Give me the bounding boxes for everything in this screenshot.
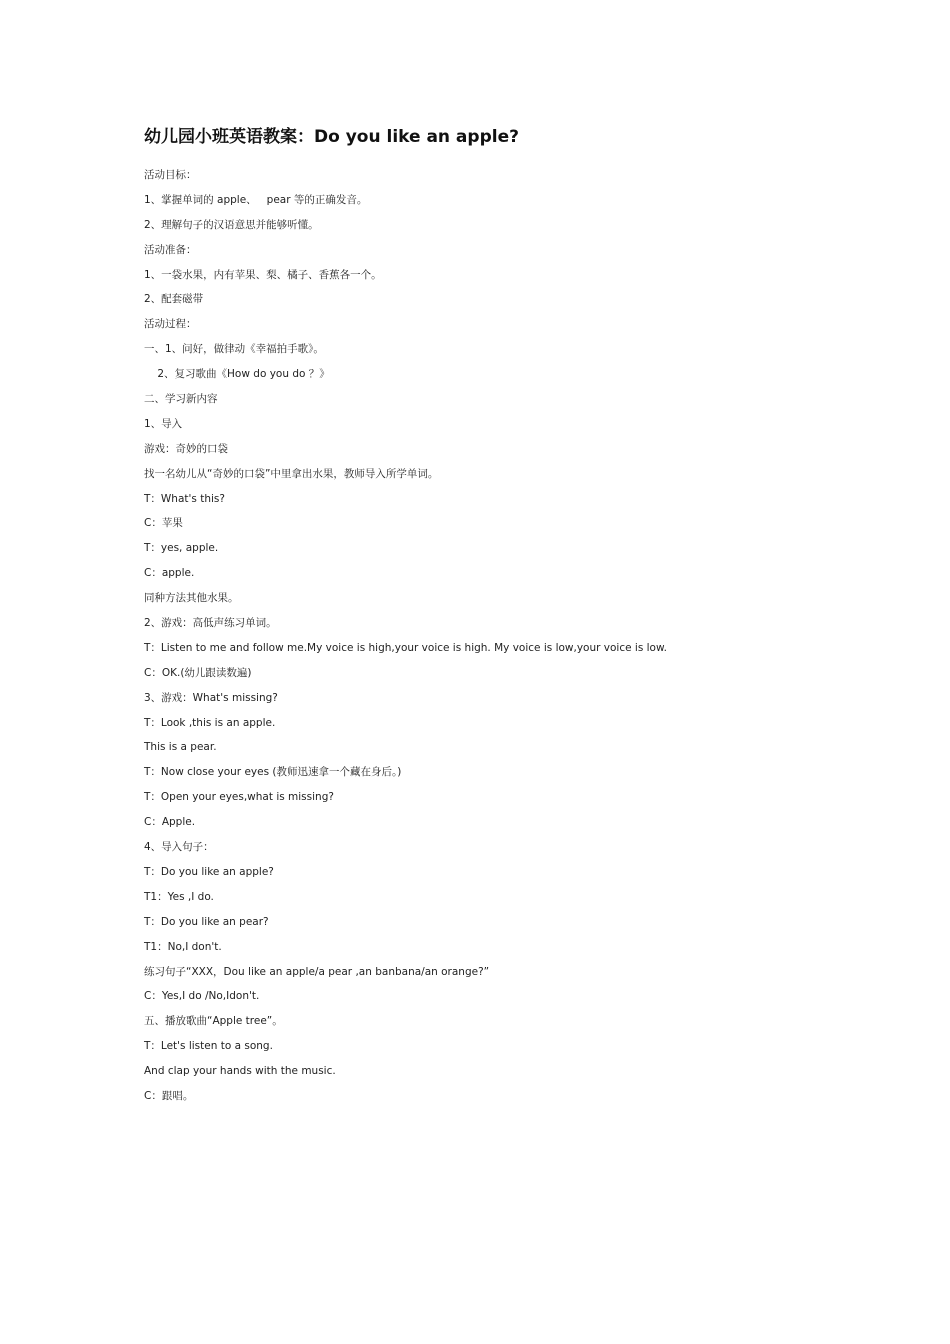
- body-line: 2、游戏：高低声练习单词。: [144, 617, 277, 630]
- body-line: T：Do you like an apple?: [144, 865, 274, 878]
- body-line: 4、导入句子：: [144, 841, 214, 854]
- body-line: 同种方法其他水果。: [144, 592, 239, 605]
- body-line: 五、播放歌曲“Apple tree”。: [144, 1015, 283, 1028]
- body-line: 2、配套磁带: [144, 293, 204, 306]
- document-title: 幼儿园小班英语教案：Do you like an apple?: [144, 127, 519, 147]
- body-line: 活动目标：: [144, 169, 197, 181]
- body-line: C：apple.: [144, 567, 195, 580]
- body-line: 一、1、问好，做律动《幸福拍手歌》。: [144, 343, 324, 356]
- body-line: 游戏：奇妙的口袋: [144, 442, 228, 455]
- body-line: This is a pear.: [144, 741, 217, 754]
- body-line: 1、一袋水果，内有苹果、梨、橘子、香蕉各一个。: [144, 268, 382, 281]
- body-line: 2、理解句子的汉语意思并能够听懂。: [144, 218, 319, 231]
- body-line: 活动准备：: [144, 243, 197, 256]
- body-line: T1：No,I don't.: [144, 940, 222, 953]
- body-line: 2、复习歌曲《How do you do ？》: [144, 368, 330, 381]
- body-line: And clap your hands with the music.: [144, 1065, 336, 1078]
- body-line: 找一名幼儿从“奇妙的口袋”中里拿出水果，教师导入所学单词。: [144, 467, 439, 480]
- body-line: C：跟唱。: [144, 1089, 194, 1102]
- body-line: 3、游戏：What's missing?: [144, 691, 278, 704]
- body-line: T：What's this?: [144, 492, 225, 505]
- body-line: 活动过程：: [144, 318, 197, 331]
- body-line: T：Let's listen to a song.: [144, 1040, 273, 1053]
- body-line: C：Apple.: [144, 816, 196, 829]
- body-line: 练习句子“XXX，Dou like an apple/a pear ,an banbana/an orange?”: [144, 965, 490, 978]
- body-line: 二、学习新内容: [144, 393, 218, 406]
- document-body: [144, 163, 864, 1109]
- body-line: T：Open your eyes,what is missing?: [144, 791, 334, 804]
- body-line: T1：Yes ,I do.: [144, 890, 214, 903]
- body-line: 1、掌握单词的 apple、 pear 等的正确发音。: [144, 193, 368, 206]
- body-line: C：OK.(幼儿跟读数遍): [144, 666, 252, 679]
- body-line: C：Yes,I do /No,Idon't.: [144, 990, 260, 1003]
- body-line: T：Listen to me and follow me.My voice is high,your voice is high. My voice is low,your voice is low.: [144, 641, 667, 654]
- body-line: 1、导入: [144, 417, 183, 430]
- body-line: C：苹果: [144, 517, 183, 530]
- body-line: T：Look ,this is an apple.: [144, 716, 276, 729]
- body-line: T：Do you like an pear?: [144, 915, 269, 928]
- body-line: T：Now close your eyes (教师迅速拿一个藏在身后。): [144, 766, 402, 779]
- body-line: T：yes, apple.: [144, 542, 219, 555]
